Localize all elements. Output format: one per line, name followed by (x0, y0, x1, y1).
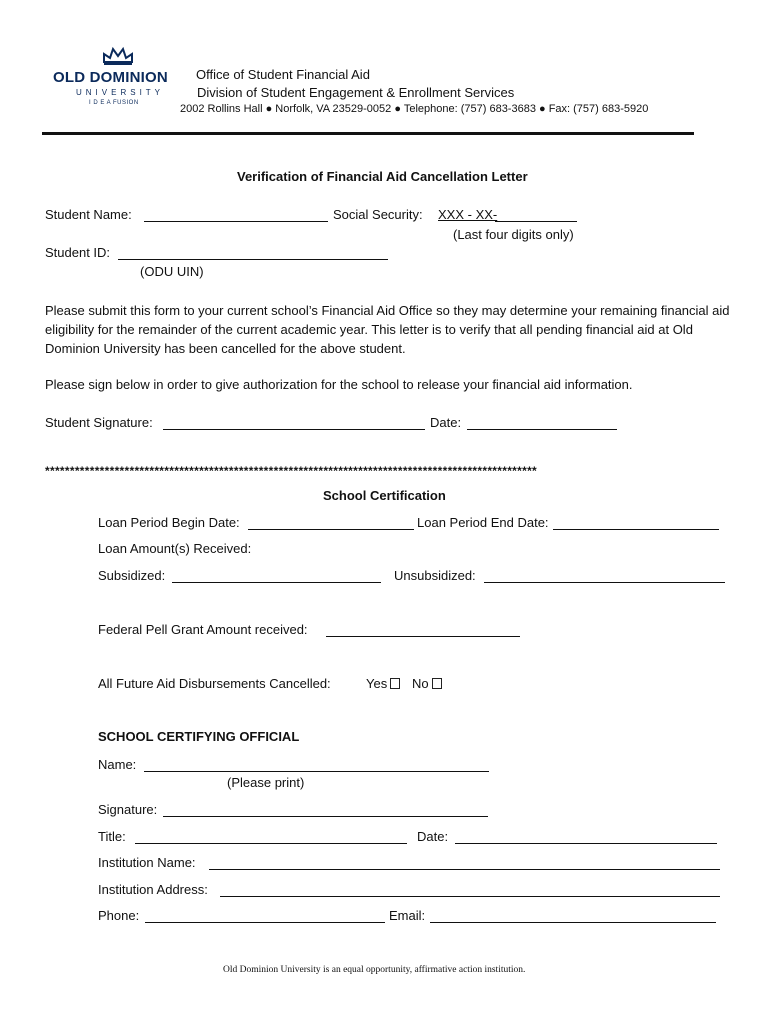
phone-label: Phone: (98, 908, 140, 923)
student-id-field[interactable] (118, 259, 388, 260)
ssn-note: (Last four digits only) (453, 227, 574, 242)
official-signature-field[interactable] (163, 816, 488, 817)
future-disbursements-label: All Future Aid Disbursements Cancelled: (98, 676, 331, 691)
student-id-note: (ODU UIN) (140, 264, 204, 279)
institution-address-field[interactable] (220, 896, 720, 897)
student-date-field[interactable] (467, 429, 617, 430)
institution-name-field[interactable] (209, 869, 720, 870)
unsubsidized-field[interactable] (484, 582, 725, 583)
yes-checkbox[interactable] (390, 678, 400, 689)
email-label: Email: (389, 908, 426, 923)
crown-icon (100, 46, 136, 66)
official-date-field[interactable] (455, 843, 717, 844)
school-certification-heading: School Certification (323, 488, 446, 503)
no-checkbox[interactable] (432, 678, 442, 689)
section-separator: *************************************************************************************************** (45, 464, 538, 478)
no-label: No (412, 676, 429, 691)
pell-field[interactable] (326, 636, 520, 637)
official-signature-label: Signature: (98, 802, 158, 817)
logo-tagline: I D E A FUSION (89, 100, 139, 106)
student-id-label: Student ID: (45, 245, 111, 260)
official-title-field[interactable] (135, 843, 407, 844)
official-date-label: Date: (417, 829, 449, 844)
sign-instruction: Please sign below in order to give authorization for the school to release your financial aid information. (45, 377, 633, 392)
phone-field[interactable] (145, 922, 385, 923)
footer-statement: Old Dominion University is an equal opportunity, affirmative action institution. (223, 965, 526, 975)
email-field[interactable] (430, 922, 716, 923)
office-name: Office of Student Financial Aid (196, 67, 370, 82)
yes-option[interactable] (366, 676, 400, 691)
office-address: 2002 Rollins Hall ● Norfolk, VA 23529-0052 ● Telephone: (757) 683-3683 ● Fax: (757) 683-5920 (180, 103, 649, 115)
ssn-prefix: XXX - XX- (438, 207, 498, 222)
division-name: Division of Student Engagement & Enrollment Services (197, 85, 515, 100)
institution-address-label: Institution Address: (98, 882, 208, 897)
header-rule (42, 132, 694, 135)
logo-name: OLD DOMINION (53, 69, 168, 86)
official-title-label: Title: (98, 829, 126, 844)
loan-end-label: Loan Period End Date: (417, 515, 549, 530)
student-signature-label: Student Signature: (45, 415, 153, 430)
unsubsidized-label: Unsubsidized: (394, 568, 476, 583)
institution-name-label: Institution Name: (98, 855, 196, 870)
official-heading: SCHOOL CERTIFYING OFFICIAL (98, 729, 300, 744)
yes-label: Yes (366, 676, 388, 691)
print-note: (Please print) (227, 775, 305, 790)
pell-label: Federal Pell Grant Amount received: (98, 622, 308, 637)
loan-end-field[interactable] (553, 529, 719, 530)
form-title: Verification of Financial Aid Cancellation Letter (237, 169, 528, 184)
instructions-paragraph: Please submit this form to your current school’s Financial Aid Office so they may determine your remaining financial aid eligibility for the remainder of the current academic year. This letter is to verify that all pending financial aid at Old Dominion University has been cancelled for the above student. (45, 303, 730, 356)
no-option[interactable] (412, 676, 442, 691)
subsidized-label: Subsidized: (98, 568, 166, 583)
subsidized-field[interactable] (172, 582, 381, 583)
loan-begin-label: Loan Period Begin Date: (98, 515, 240, 530)
loan-amount-label: Loan Amount(s) Received: (98, 541, 252, 556)
ssn-label: Social Security: (333, 207, 423, 222)
student-date-label: Date: (430, 415, 462, 430)
official-name-field[interactable] (144, 771, 489, 772)
logo-university: UNIVERSITY (76, 88, 165, 97)
student-name-label: Student Name: (45, 207, 132, 222)
loan-begin-field[interactable] (248, 529, 414, 530)
official-name-label: Name: (98, 757, 137, 772)
student-signature-field[interactable] (163, 429, 425, 430)
ssn-last-four-field[interactable] (495, 221, 577, 222)
student-name-field[interactable] (144, 221, 328, 222)
